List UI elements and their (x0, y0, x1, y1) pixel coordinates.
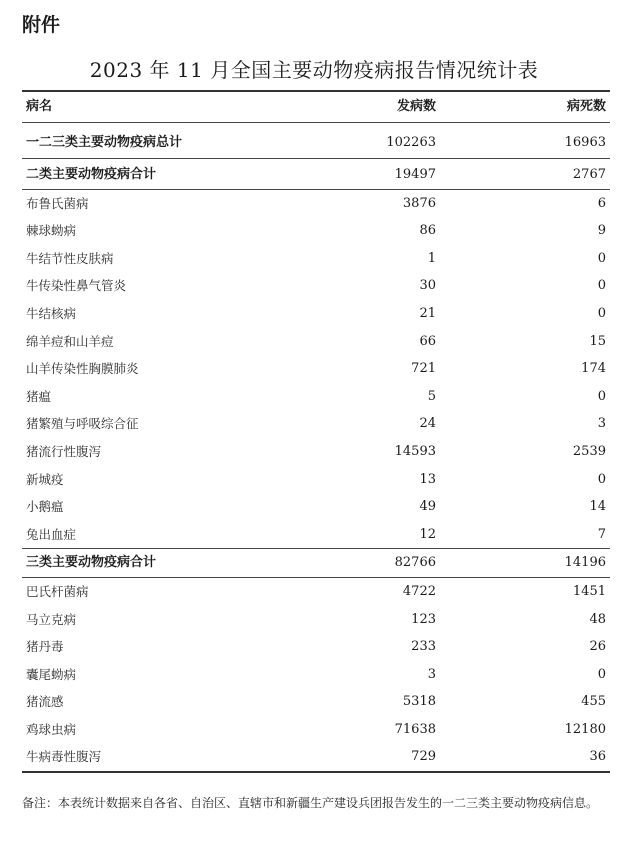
header-cases: 发病数 (396, 99, 436, 114)
deaths-value: 48 (589, 611, 606, 627)
cases-value: 14593 (394, 443, 436, 459)
table-row (22, 606, 610, 634)
deaths-value: 174 (581, 361, 606, 377)
table-row (22, 190, 610, 218)
disease-name: 猪丹毒 (26, 639, 64, 655)
deaths-value: 0 (597, 278, 606, 294)
deaths-value: 14 (589, 499, 606, 515)
disease-name: 小鹅瘟 (26, 499, 64, 515)
table-row (22, 578, 610, 606)
disease-name: 猪流行性腹泻 (26, 443, 102, 459)
disease-name: 猪流感 (26, 694, 64, 710)
disease-name: 山羊传染性胸膜肺炎 (26, 361, 139, 377)
cases-value: 721 (411, 361, 436, 377)
grand-total-name: 一二三类主要动物疫病总计 (26, 135, 183, 150)
disease-name: 牛结核病 (26, 305, 77, 321)
cases-value: 30 (419, 278, 436, 294)
cases-value: 123 (411, 611, 436, 627)
table-row (22, 521, 610, 549)
statistics-table (22, 90, 610, 773)
table-row (22, 466, 610, 494)
table-row (22, 245, 610, 273)
cases-value: 5 (427, 388, 436, 404)
disease-name: 布鲁氏菌病 (26, 195, 89, 211)
cases-value: 3 (427, 666, 436, 682)
cases-value: 12 (419, 526, 436, 542)
deaths-value: 0 (597, 388, 606, 404)
cases-value: 13 (419, 471, 436, 487)
disease-name: 棘球蚴病 (26, 223, 77, 239)
disease-name: 新城疫 (26, 471, 64, 487)
deaths-value: 0 (597, 305, 606, 321)
deaths-value: 36 (589, 749, 606, 765)
header-deaths: 病死数 (566, 99, 606, 114)
page-title: 2023 年 11 月全国主要动物疫病报告情况统计表 (89, 58, 539, 82)
table-row (22, 743, 610, 771)
cases-value: 49 (419, 499, 436, 515)
class3-subtotal-deaths: 14196 (564, 555, 606, 571)
table-row (22, 355, 610, 383)
disease-name: 兔出血症 (26, 526, 77, 542)
disease-name: 猪繁殖与呼吸综合征 (26, 416, 139, 432)
grand-total-deaths: 16963 (564, 135, 606, 150)
table-row (22, 661, 610, 689)
cases-value: 21 (419, 305, 436, 321)
table-row (22, 633, 610, 661)
class3-subtotal-row (22, 548, 610, 578)
table-row (22, 217, 610, 245)
deaths-value: 0 (597, 250, 606, 266)
deaths-value: 3 (597, 416, 606, 432)
cases-value: 3876 (402, 195, 436, 211)
deaths-value: 6 (597, 195, 606, 211)
header-disease-name: 病名 (26, 99, 53, 114)
cases-value: 4722 (402, 583, 436, 599)
disease-name: 马立克病 (26, 611, 77, 627)
class2-subtotal-name: 二类主要动物疫病合计 (26, 167, 157, 182)
deaths-value: 0 (597, 666, 606, 682)
disease-name: 猪瘟 (26, 388, 52, 404)
class3-subtotal-cases: 82766 (394, 555, 436, 571)
table-row (22, 438, 610, 466)
class2-subtotal-cases: 19497 (394, 167, 436, 182)
deaths-value: 0 (597, 471, 606, 487)
disease-name: 鸡球虫病 (26, 721, 77, 737)
class2-subtotal-row (22, 161, 610, 190)
disease-name: 牛结节性皮肤病 (26, 250, 114, 266)
footnote: 备注：本表统计数据来自各省、自治区、直辖市和新疆生产建设兵团报告发生的一二三类主要动物疫病信息。 (22, 796, 599, 810)
cases-value: 233 (411, 639, 436, 655)
deaths-value: 2539 (572, 443, 606, 459)
disease-name: 牛传染性鼻气管炎 (26, 278, 127, 294)
attachment-label: 附件 (22, 14, 61, 36)
table-row (22, 493, 610, 521)
cases-value: 66 (419, 333, 436, 349)
deaths-value: 26 (589, 639, 606, 655)
table-row (22, 272, 610, 300)
cases-value: 24 (419, 416, 436, 432)
table-header-row (22, 92, 610, 123)
cases-value: 5318 (402, 694, 436, 710)
disease-name: 巴氏杆菌病 (26, 583, 89, 599)
grand-total-row (22, 127, 610, 159)
cases-value: 71638 (394, 721, 436, 737)
disease-name: 牛病毒性腹泻 (26, 749, 102, 765)
disease-name: 囊尾蚴病 (26, 666, 77, 682)
table-row (22, 410, 610, 438)
deaths-value: 9 (597, 223, 606, 239)
cases-value: 1 (427, 250, 436, 266)
deaths-value: 7 (597, 526, 606, 542)
table-row (22, 300, 610, 328)
disease-name: 绵羊痘和山羊痘 (26, 333, 114, 349)
class3-subtotal-name: 三类主要动物疫病合计 (26, 555, 157, 571)
table-row (22, 328, 610, 356)
table-row (22, 688, 610, 716)
deaths-value: 12180 (564, 721, 606, 737)
cases-value: 729 (411, 749, 436, 765)
class2-subtotal-deaths: 2767 (572, 167, 606, 182)
grand-total-cases: 102263 (386, 135, 436, 150)
deaths-value: 455 (581, 694, 606, 710)
table-row (22, 383, 610, 411)
deaths-value: 15 (589, 333, 606, 349)
cases-value: 86 (419, 223, 436, 239)
table-row (22, 716, 610, 744)
deaths-value: 1451 (572, 583, 606, 599)
